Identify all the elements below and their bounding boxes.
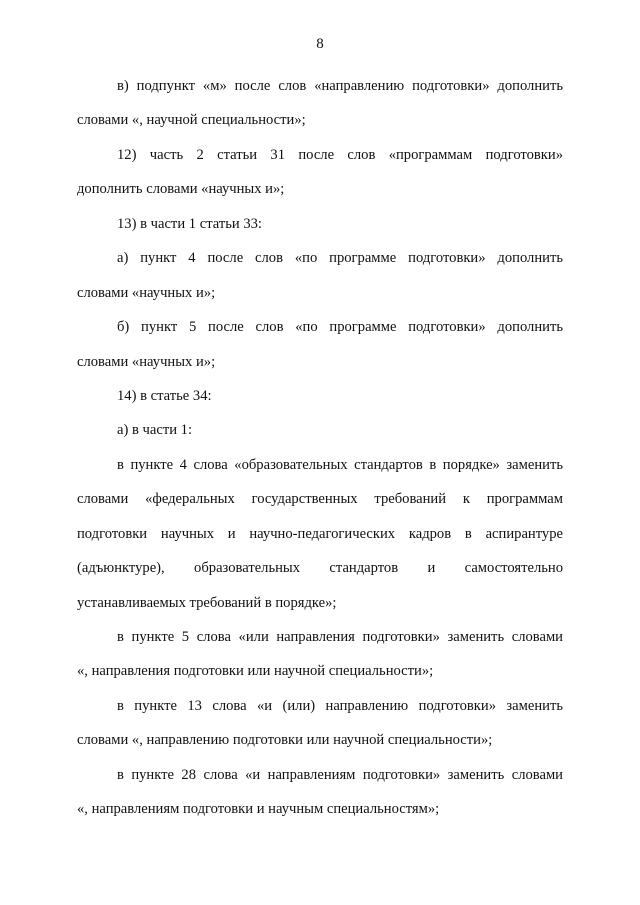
text-line: б) пункт 5 после слов «по программе подготовки» дополнить: [117, 319, 563, 336]
text-line: «, направления подготовки или научной специальности»;: [77, 663, 434, 680]
text-line: словами «, направлению подготовки или научной специальности»;: [77, 732, 493, 749]
text-line: 14) в статье 34:: [117, 387, 212, 404]
text-line: в пункте 13 слова «и (или) направлению подготовки» заменить: [117, 697, 563, 714]
text-line: в пункте 28 слова «и направлениям подготовки» заменить словами: [117, 766, 563, 783]
text-line: устанавливаемых требований в порядке»;: [77, 594, 337, 611]
paragraph: [77, 145, 563, 214]
paragraph: [77, 248, 563, 317]
paragraph: [77, 765, 563, 834]
paragraph: [77, 386, 563, 420]
text-line: в пункте 5 слова «или направления подготовки» заменить словами: [117, 629, 563, 645]
text-line: 13) в части 1 статьи 33:: [117, 215, 262, 232]
text-line: а) в части 1:: [117, 422, 193, 439]
text-line: в) подпункт «м» после слов «направлению подготовки» дополнить: [117, 78, 563, 94]
text-line: (адъюнктуре), образовательных стандартов и самостоятельно: [77, 560, 563, 577]
text-line: в пункте 4 слова «образовательных стандартов в порядке» заменить: [117, 456, 563, 473]
text-line: а) пункт 4 после слов «по программе подготовки» дополнить: [117, 250, 563, 267]
paragraph: [77, 627, 563, 696]
paragraph: [77, 317, 563, 386]
page-number: 8: [316, 36, 324, 52]
paragraph: [77, 696, 563, 765]
text-line: подготовки научных и научно-педагогических кадров в аспирантуре: [77, 525, 563, 542]
text-line: словами «научных и»;: [77, 284, 216, 301]
text-line: словами «, научной специальности»;: [77, 112, 306, 129]
paragraph: [77, 420, 563, 454]
paragraph: [77, 76, 563, 145]
paragraph: [77, 214, 563, 248]
text-line: 12) часть 2 статьи 31 после слов «программам подготовки»: [117, 146, 563, 163]
paragraph: [77, 455, 563, 627]
document-body: [77, 76, 563, 834]
text-line: словами «федеральных государственных требований к программам: [77, 491, 563, 508]
text-line: «, направлениям подготовки и научным специальностям»;: [77, 801, 440, 818]
text-line: словами «научных и»;: [77, 353, 216, 370]
text-line: дополнить словами «научных и»;: [77, 181, 285, 198]
